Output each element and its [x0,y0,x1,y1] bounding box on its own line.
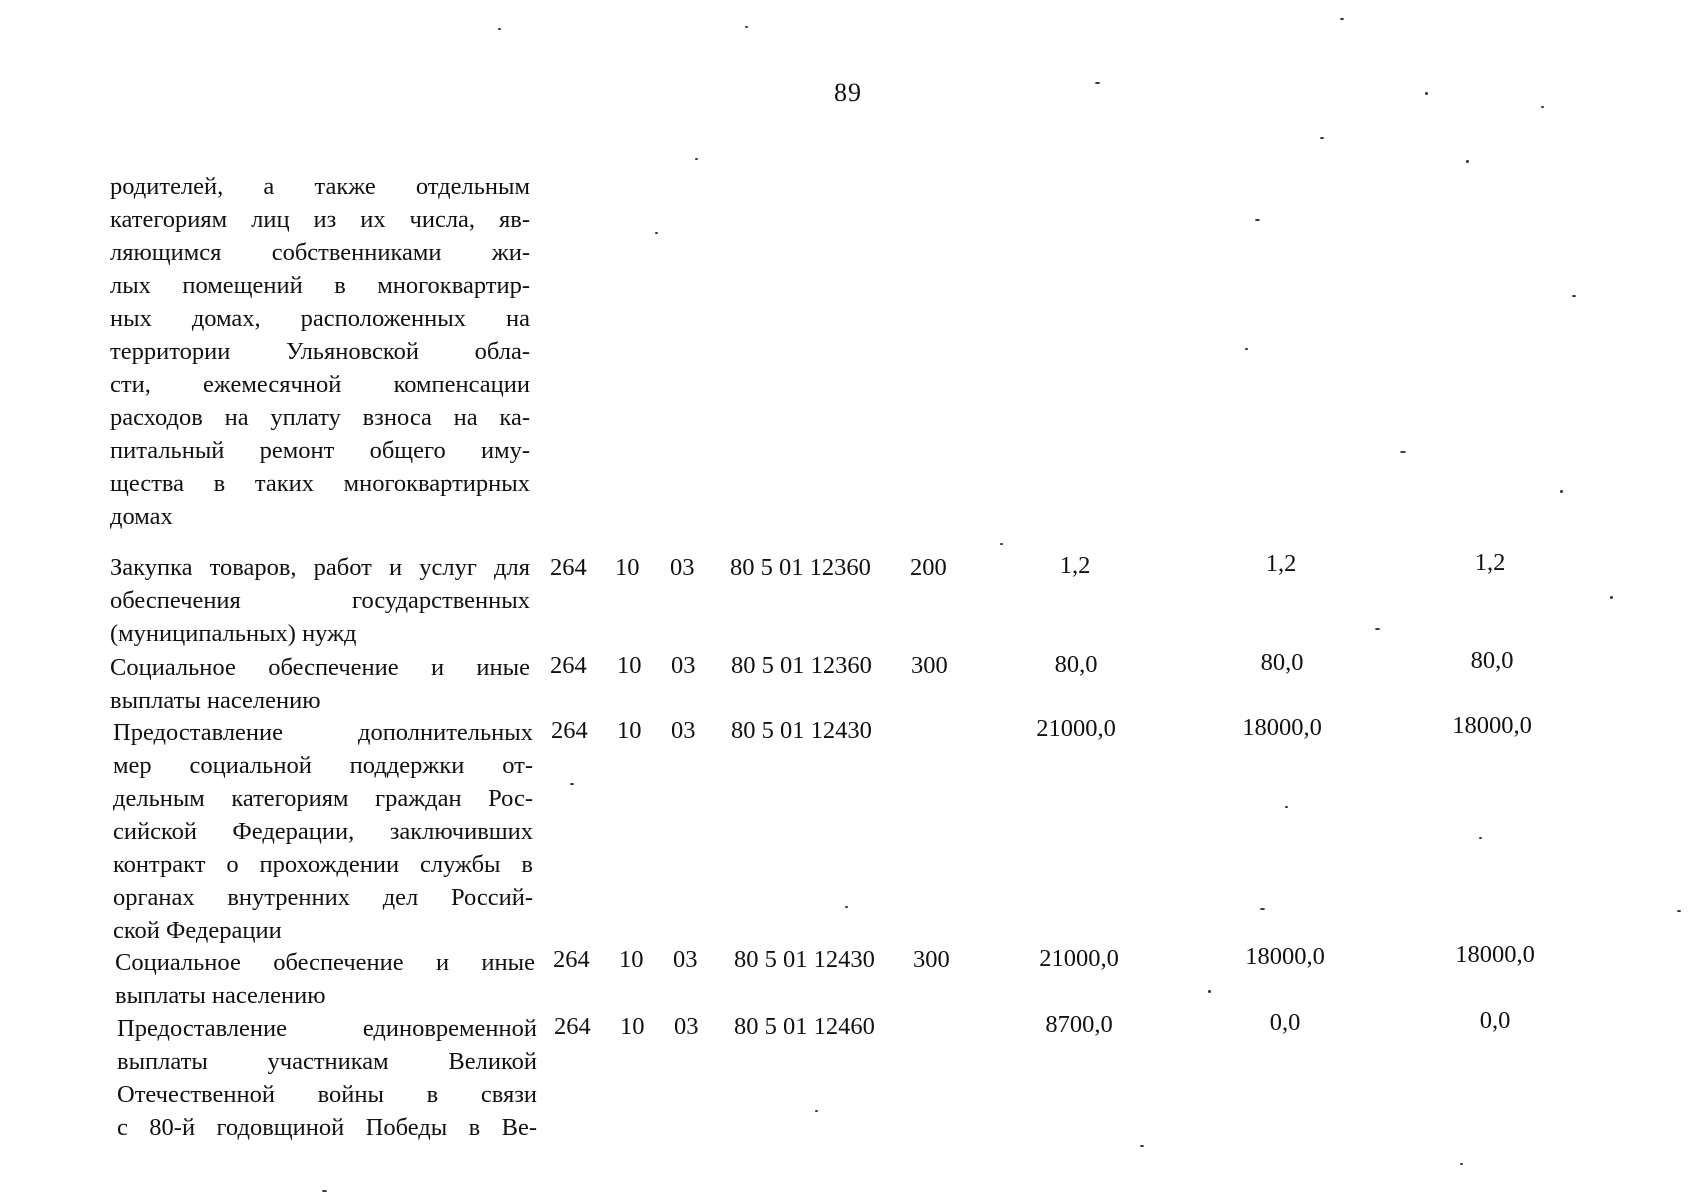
desc-line: Предоставление дополнительных [113,719,533,746]
desc-line: Предоставление единовременной [117,1015,537,1042]
scan-speck [1245,348,1248,350]
desc-line: питальный ремонт общего иму- [110,437,530,464]
row-2-value-3: 80,0 [1470,647,1514,674]
row-1-description [110,551,530,650]
desc-line: органах внутренних дел Россий- [113,884,533,911]
row-2-csr: 80 5 01 12360 [731,652,872,679]
desc-line: выплаты населению [115,982,326,1009]
row-2-grbs: 264 [550,652,587,679]
desc-line: родителей, а также отдельным [110,173,530,200]
desc-line: контракт о прохождении службы в [113,851,533,878]
desc-line: лых помещений в многоквартир- [110,272,530,299]
row-2-rz: 10 [617,652,642,679]
row-1-csr: 80 5 01 12360 [730,554,871,581]
row-4-value-2: 18000,0 [1245,943,1325,970]
scan-speck [570,783,574,785]
row-5-grbs: 264 [554,1013,591,1040]
row-1-grbs: 264 [550,554,587,581]
row-3-pr: 03 [671,717,696,744]
row-3-value-2: 18000,0 [1242,714,1322,741]
row-4-pr: 03 [673,946,698,973]
row-2-vr: 300 [911,652,948,679]
scan-speck [845,906,848,908]
row-1-vr: 200 [910,554,947,581]
desc-line: выплаты участникам Великой [117,1048,537,1075]
row-0-description [110,170,530,533]
scan-speck [1095,82,1100,84]
desc-line: (муниципальных) нужд [110,620,357,647]
desc-line: щества в таких многоквартирных [110,470,530,497]
row-1-pr: 03 [670,554,695,581]
desc-line: дельным категориям граждан Рос- [113,785,533,812]
scan-speck [1340,18,1344,20]
scan-speck [1285,806,1288,808]
scan-speck [1466,160,1469,163]
row-5-value-1: 8700,0 [1045,1011,1113,1038]
row-3-csr: 80 5 01 12430 [731,717,872,744]
row-4-description [115,946,535,1012]
row-1-value-2: 1,2 [1265,550,1297,577]
scan-speck [1320,137,1324,139]
desc-line: сти, ежемесячной компенсации [110,371,530,398]
desc-line: мер социальной поддержки от- [113,752,533,779]
desc-line: ных домах, расположенных на [110,305,530,332]
desc-line: территории Ульяновской обла- [110,338,530,365]
scan-speck [1425,92,1428,95]
row-5-value-3: 0,0 [1479,1007,1511,1034]
row-4-csr: 80 5 01 12430 [734,946,875,973]
row-5-pr: 03 [674,1013,699,1040]
row-1-rz: 10 [615,554,640,581]
row-4-grbs: 264 [553,946,590,973]
scan-speck [1260,908,1265,910]
row-2-value-1: 80,0 [1054,651,1098,678]
scan-speck [1460,1163,1463,1165]
scan-speck [1572,295,1576,297]
desc-line: выплаты населению [110,687,321,714]
desc-line: домах [110,503,173,530]
row-3-value-1: 21000,0 [1036,715,1116,742]
scan-speck [1208,990,1211,993]
desc-line: ляющимся собственниками жи- [110,239,530,266]
desc-line: обеспечения государственных [110,587,530,614]
desc-line: Социальное обеспечение и иные [115,949,535,976]
row-4-vr: 300 [913,946,950,973]
scan-speck [655,232,658,234]
scan-speck [1375,628,1380,630]
row-5-csr: 80 5 01 12460 [734,1013,875,1040]
row-5-rz: 10 [620,1013,645,1040]
scan-speck [1541,106,1544,108]
row-1-value-1: 1,2 [1059,552,1091,579]
row-3-description [113,716,533,947]
row-4-rz: 10 [619,946,644,973]
scan-speck [1479,837,1482,839]
scan-speck [745,26,748,28]
row-4-value-1: 21000,0 [1039,945,1119,972]
row-3-grbs: 264 [551,717,588,744]
page-number: 89 [834,78,862,107]
row-5-description [117,1012,537,1144]
desc-line: Социальное обеспечение и иные [110,654,530,681]
desc-line: ской Федерации [113,917,282,944]
desc-line: Отечественной войны в связи [117,1081,537,1108]
scan-speck [1140,1145,1144,1147]
row-4-value-3: 18000,0 [1455,941,1535,968]
desc-line: сийской Федерации, заключивших [113,818,533,845]
scan-speck [1560,490,1563,493]
desc-line: категориям лиц из их числа, яв- [110,206,530,233]
scan-speck [498,28,501,30]
row-5-value-2: 0,0 [1269,1009,1301,1036]
scan-speck [322,1190,327,1192]
row-3-rz: 10 [617,717,642,744]
row-1-value-3: 1,2 [1474,549,1506,576]
desc-line: Закупка товаров, работ и услуг для [110,554,530,581]
scan-speck [1000,543,1003,545]
scan-speck [1255,219,1260,221]
desc-line: расходов на уплату взноса на ка- [110,404,530,431]
row-2-description [110,651,530,717]
desc-line: с 80-й годовщиной Победы в Ве- [117,1114,537,1141]
scan-speck [1677,910,1681,912]
row-2-pr: 03 [671,652,696,679]
scan-speck [815,1110,818,1112]
row-2-value-2: 80,0 [1260,649,1304,676]
scan-speck [1610,596,1613,599]
scan-speck [1400,451,1406,453]
scan-speck [695,158,698,160]
row-3-value-3: 18000,0 [1452,712,1532,739]
